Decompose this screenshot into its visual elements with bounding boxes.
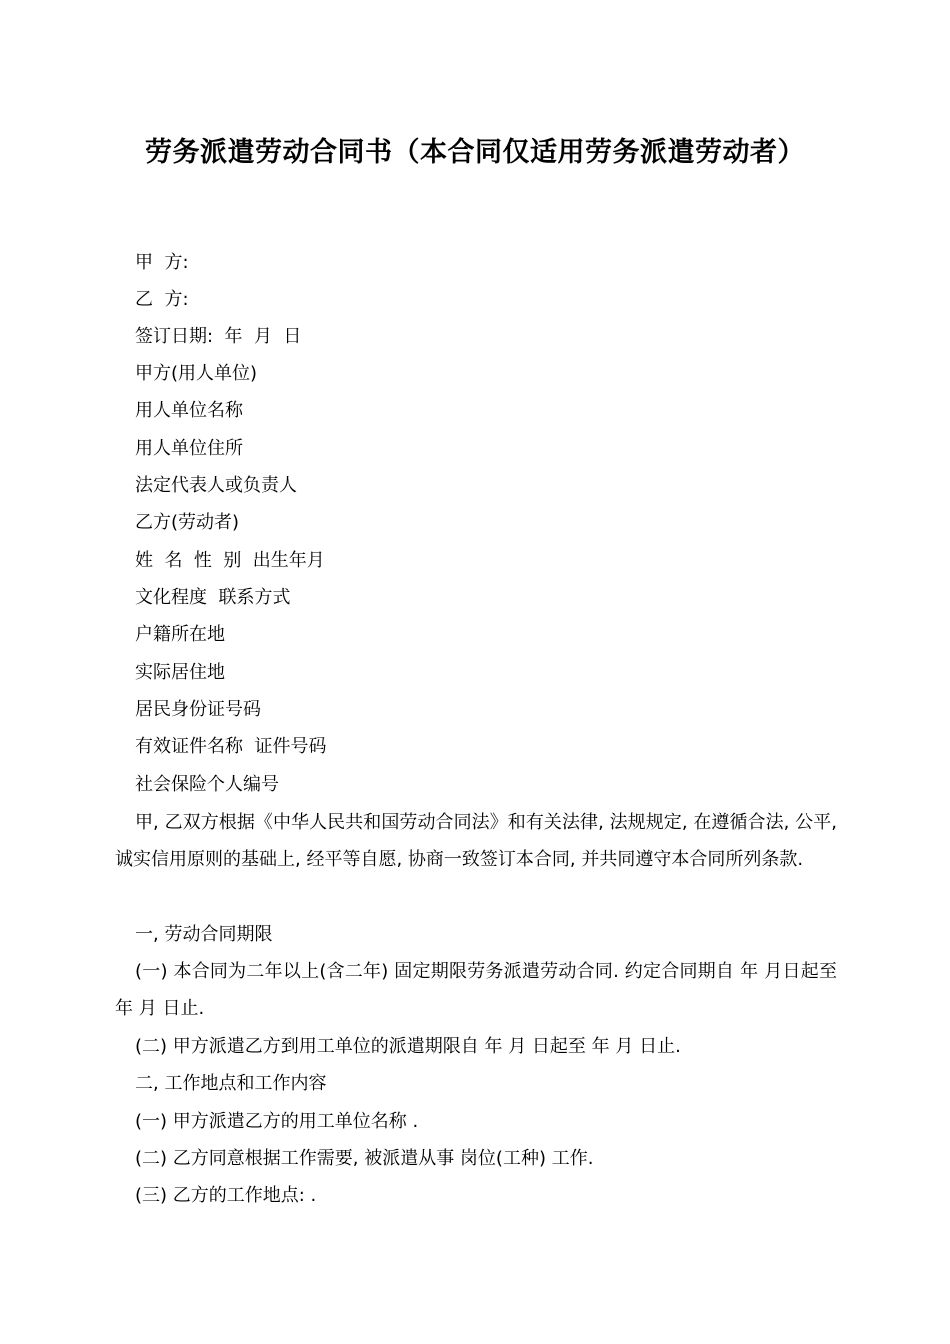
- education-contact-line: 文化程度 联系方式: [135, 587, 291, 608]
- household-reg-line: 户籍所在地: [135, 624, 225, 645]
- social-security-line: 社会保险个人编号: [135, 774, 279, 795]
- section1-item2: (二) 甲方派遣乙方到用工单位的派遣期限自 年 月 日起至 年 月 日止.: [135, 1036, 681, 1057]
- valid-id-line: 有效证件名称 证件号码: [135, 736, 327, 757]
- employer-address-line: 用人单位住所: [135, 438, 243, 459]
- party-a-header: 甲方(用人单位): [135, 363, 258, 384]
- employer-name-line: 用人单位名称: [135, 400, 243, 421]
- section2-heading: 二, 工作地点和工作内容: [135, 1073, 327, 1094]
- id-number-line: 居民身份证号码: [135, 699, 261, 720]
- section2-item1: (一) 甲方派遣乙方的用工单位名称 .: [135, 1111, 419, 1132]
- section1-item1: (一) 本合同为二年以上(含二年) 固定期限劳务派遣劳动合同. 约定合同期自 年 月日起至 年 月 日止.: [115, 961, 837, 1020]
- residence-line: 实际居住地: [135, 662, 225, 683]
- name-gender-birth-line: 姓 名 性 别 出生年月: [135, 550, 325, 571]
- party-b-line: 乙 方:: [135, 289, 189, 310]
- document-title: 劳务派遣劳动合同书（本合同仅适用劳务派遣劳动者）: [145, 137, 805, 168]
- sign-date-line: 签订日期: 年 月 日: [135, 326, 302, 347]
- party-a-line: 甲 方:: [135, 252, 189, 273]
- party-b-header: 乙方(劳动者): [135, 512, 240, 533]
- section2-item2: (二) 乙方同意根据工作需要, 被派遣从事 岗位(工种) 工作.: [135, 1148, 594, 1169]
- section2-item3: (三) 乙方的工作地点: .: [135, 1185, 317, 1206]
- legal-rep-line: 法定代表人或负责人: [135, 475, 297, 496]
- section1-heading: 一, 劳动合同期限: [135, 924, 273, 945]
- preamble-paragraph: 甲, 乙双方根据《中华人民共和国劳动合同法》和有关法律, 法规规定, 在遵循合法, 公平, 诚实信用原则的基础上, 经平等自愿, 协商一致签订本合同, 并共同遵守本合同所列条款.: [115, 812, 837, 871]
